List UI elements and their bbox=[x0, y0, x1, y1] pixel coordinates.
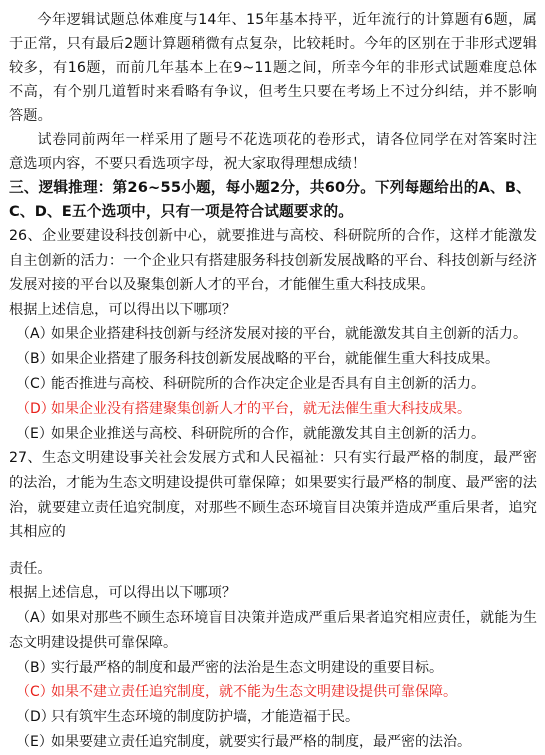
question-26-option-d-answer bbox=[9, 397, 537, 422]
question-27-stem: 27、生态文明建设事关社会发展方式和人民福祉：只有实行最严格的制度，最严密的法治，才能为生态文明建设提供可靠保障；如果要实行最严格的制度、最严密的法治，就要建立责任追究制度，对那些不顾生态环境盲目决策并造成严重后果者，追究其相应的 bbox=[9, 450, 537, 541]
option-letter: （A） bbox=[16, 609, 54, 626]
option-letter: （B） bbox=[16, 659, 54, 676]
option-text: 如果企业搭建了服务科技创新发展战略的平台，就能催生重大科技成果。 bbox=[51, 351, 499, 368]
question-27-option-e bbox=[9, 730, 537, 755]
question-26-prompt: 根据上述信息，可以得出以下哪项？ bbox=[9, 301, 237, 318]
option-letter: （E） bbox=[16, 425, 53, 442]
question-26-option-c bbox=[9, 372, 537, 397]
question-26-stem: 26、企业要建设科技创新中心，就要推进与高校、科研院所的合作，这样才能激发自主创新的活力：一个企业只有搭建服务科技创新发展战略的平台、科技创新与经济发展对接的平台以及聚集创新人才的平台，才能催生重大科技成果。 bbox=[9, 228, 537, 294]
option-text: 只有筑牢生态环境的制度防护墙，才能造福于民。 bbox=[51, 709, 359, 726]
spacer bbox=[9, 545, 537, 557]
option-letter: （C） bbox=[16, 375, 54, 392]
intro-paragraph-2: 试卷同前两年一样采用了题号不花选项花的卷形式，请各位同学在对答案时注意选项内容，不要只看选项字母，祝大家取得理想成绩！ bbox=[9, 132, 537, 172]
question-27-option-a bbox=[9, 606, 537, 656]
question-27-option-c-answer bbox=[9, 680, 537, 705]
option-text: 如果对那些不顾生态环境盲目决策并造成严重后果者追究相应责任，就能为生态文明建设提供可靠保障。 bbox=[9, 609, 537, 651]
question-26 bbox=[9, 224, 537, 446]
question-26-option-a bbox=[9, 322, 537, 347]
question-27-option-b bbox=[9, 656, 537, 681]
option-letter: （B） bbox=[16, 351, 54, 368]
question-26-option-b bbox=[9, 347, 537, 372]
option-text: 如果企业推送与高校、科研院所的合作，就能激发其自主创新的活力。 bbox=[51, 425, 485, 442]
option-text: 如果企业搭建科技创新与经济发展对接的平台，就能激发其自主创新的活力。 bbox=[51, 326, 527, 343]
option-text: 能否推进与高校、科研院所的合作决定企业是否具有自主创新的活力。 bbox=[51, 375, 485, 392]
question-27-stem-tail: 责任。 bbox=[9, 560, 52, 577]
option-letter: （D） bbox=[16, 400, 55, 417]
option-letter: （C） bbox=[16, 684, 54, 701]
option-text: 实行最严格的制度和最严密的法治是生态文明建设的重要目标。 bbox=[51, 659, 443, 676]
option-text: 如果企业没有搭建聚集创新人才的平台，就无法催生重大科技成果。 bbox=[51, 400, 471, 417]
option-letter: （A） bbox=[16, 326, 54, 343]
question-26-option-e bbox=[9, 422, 537, 447]
question-27-option-d bbox=[9, 705, 537, 730]
question-27 bbox=[9, 446, 537, 754]
question-27-prompt: 根据上述信息，可以得出以下哪项？ bbox=[9, 585, 237, 602]
option-letter: （D） bbox=[16, 709, 55, 726]
option-text: 如果不建立责任追究制度，就不能为生态文明建设提供可靠保障。 bbox=[51, 684, 457, 701]
intro-paragraph-1: 今年逻辑试题总体难度与14年、15年基本持平，近年流行的计算题有6题，属于正常，只有最后2题计算题稍微有点复杂，比较耗时。今年的区别在于非形式逻辑较多，有16题，而前几年基本上在9~11题之间，所幸今年的非形式试题难度总体不高，有个别几道暂时来看略有争议，但考生只要在考场上不过分纠结，并不影响答题。 bbox=[9, 12, 537, 124]
section-heading: 三、逻辑推理：第26~55小题，每小题2分，共60分。下列每题给出的A、B、C、D、E五个选项中，只有一项是符合试题要求的。 bbox=[9, 179, 531, 220]
option-text: 如果要建立责任追究制度，就要实行最严格的制度，最严密的法治。 bbox=[51, 733, 471, 750]
option-letter: （E） bbox=[16, 733, 53, 750]
